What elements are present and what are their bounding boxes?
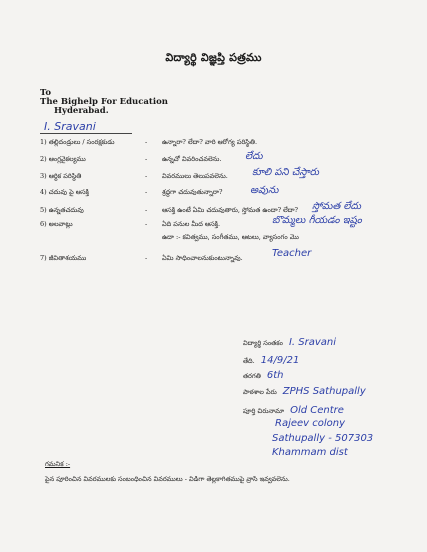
row-answer: లేదు — [245, 151, 263, 162]
row-question: ఉన్నచో వివరించవలెను. — [162, 155, 222, 163]
date-value: 14/9/21 — [260, 355, 300, 366]
address-label: పూర్తి చిరునామా — [243, 407, 285, 415]
row-dash: - — [145, 172, 148, 180]
row-dash: - — [145, 155, 148, 163]
row-label: 3) ఆర్థిక పరిస్థితి — [40, 172, 82, 180]
row-question: శ్రద్ధగా చదువుతున్నారా? — [162, 188, 223, 196]
row-dash: - — [145, 254, 148, 262]
row-answer: స్తోమత లేదు — [312, 201, 362, 212]
row-question: ఆసక్తి ఉంటే ఏమి చదువుతారు, స్తోమత ఉందా? లేదా? — [162, 206, 299, 214]
row-label: 6) అలవాట్లు — [40, 220, 73, 228]
org-city: Hyderabad. — [54, 106, 109, 116]
row-question: ఏది పనుల మీద ఆసక్తి. — [162, 220, 221, 228]
row-dash: - — [145, 188, 148, 196]
row-label: 5) ఉన్నతచదువు — [40, 206, 84, 214]
school-value: ZPHS Sathupally — [282, 386, 366, 397]
row-question: వివరములు తెలుపవలెను. — [162, 172, 228, 180]
row-dash: - — [145, 206, 148, 214]
note-text: పైన పూరించిన వివరములకు సంబంధించిన వివరములు - విడిగా తెల్లకాగితముపై వ్రాసి ఇవ్వవలెను. — [45, 475, 290, 483]
row-answer: కూలి పని చేస్తారు — [252, 167, 320, 178]
class-value: 6th — [266, 370, 284, 381]
row-label: 2) ఆంగ్లవైకల్యము — [40, 155, 86, 163]
form-title: విద్యార్థి విజ్ఞప్తి పత్రము — [165, 51, 262, 64]
row-example: ఉదా :- కవిత్వము, సంగీతము, ఆటలు, వ్యాసంగం మొ — [162, 233, 299, 241]
signature-label: విద్యార్థి సంతకం — [243, 339, 283, 347]
to-line: To — [40, 88, 52, 98]
address-line-4: Khammam dist — [272, 447, 348, 458]
address-line-2: Rajeev colony — [275, 418, 346, 429]
signature-row — [243, 337, 336, 349]
org-name: The Bighelp For Education — [40, 97, 168, 107]
address-line-3: Sathupally - 507303 — [272, 433, 374, 444]
row-answer: బొమ్మలు గీయడం ఇష్టం — [272, 215, 362, 226]
address-row — [243, 405, 344, 417]
class-row — [243, 370, 284, 382]
recipient-address — [40, 89, 168, 116]
class-label: తరగతి — [243, 372, 261, 380]
date-row — [243, 355, 299, 367]
row-label: 7) జీవితాశయము — [40, 254, 87, 262]
note-heading: గమనిక :- — [45, 460, 71, 468]
address-line-1: Old Centre — [290, 405, 344, 416]
row-question: ఏమి సాధించాలనుకుంటున్నావు. — [162, 254, 243, 262]
name-underline — [40, 133, 132, 134]
row-question: ఉన్నారా? లేదా? వారి ఆరోగ్య పరిస్థితి. — [162, 138, 258, 146]
signature-value: I. Sravani — [288, 337, 337, 348]
row-dash: - — [145, 138, 148, 146]
row-label: 1) తల్లిదండ్రులు / సంరక్షకుడు — [40, 138, 115, 146]
student-name-handwritten: I. Sravani — [44, 120, 96, 133]
row-answer: Teacher — [272, 248, 312, 259]
row-label: 4) చదువు పై ఆసక్తి — [40, 188, 89, 196]
school-label: పాఠశాల పేరు — [243, 388, 277, 396]
date-label: తేది. — [243, 357, 255, 365]
school-row — [243, 386, 366, 398]
row-answer: అవును — [250, 185, 279, 196]
row-dash: - — [145, 220, 148, 228]
